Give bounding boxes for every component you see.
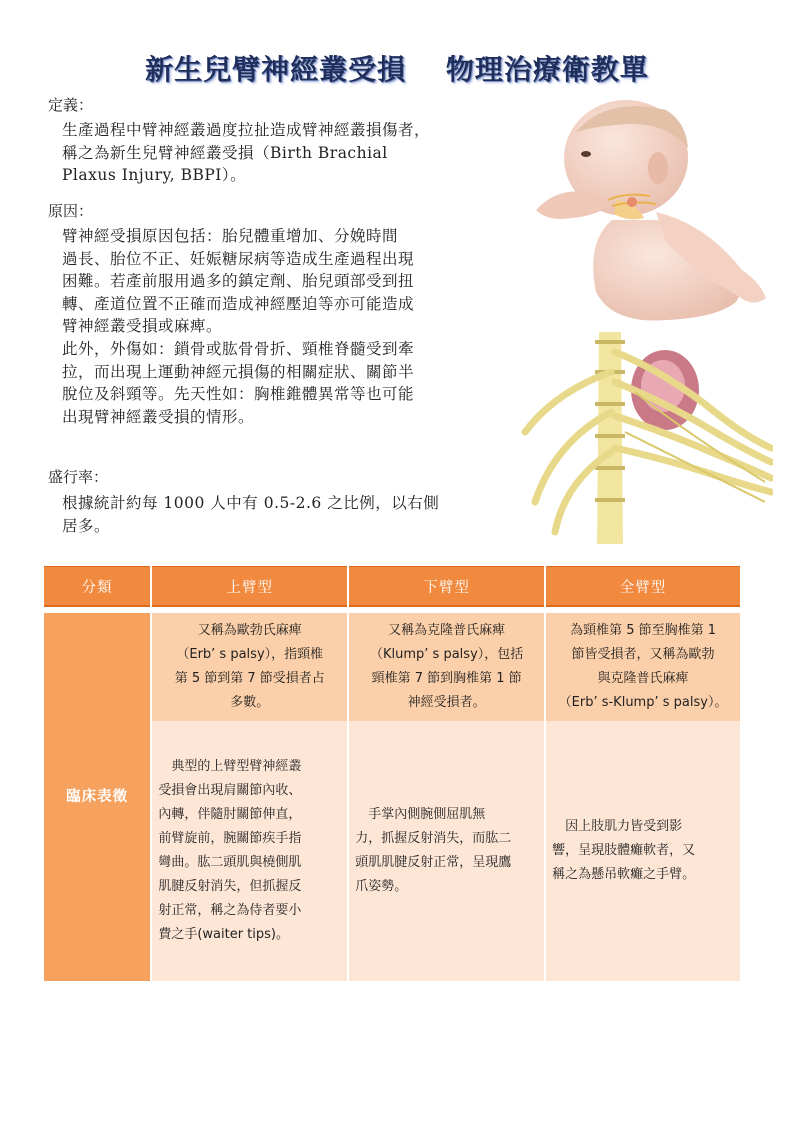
cell-line: 頭肌肌腱反射正常，呈現鷹: [355, 855, 512, 870]
cell-line: 又稱為克隆普氏麻痺: [388, 623, 506, 638]
prevalence-text: [62, 492, 439, 537]
cause-heading: 原因：: [48, 202, 94, 220]
table-cell: [349, 613, 544, 721]
cell-line: 彎曲。肱二頭肌與橈側肌: [158, 855, 302, 870]
cell-line: 響，呈現肢體癱軟者，又: [552, 843, 696, 858]
table-cell: [152, 613, 347, 721]
cell-line: 多數。: [230, 695, 270, 710]
text-line: 生產過程中臂神經叢過度拉扯造成臂神經叢損傷者，: [62, 121, 431, 139]
cell-line: 又稱為歐勃氏麻痺: [197, 623, 302, 638]
cell-line: 費之手(waiter tips)。: [158, 927, 289, 942]
table-row: [44, 613, 740, 721]
table-cell: [152, 721, 347, 981]
text-line: 根據統計約每 1000 人中有 0.5-2.6 之比例，以右側: [62, 494, 440, 512]
cell-line: 手掌內側腕側屈肌無: [355, 807, 486, 822]
cell-line: 內轉，伴隨肘關節伸直，: [158, 807, 302, 822]
definition-text: [62, 119, 430, 187]
table-cell: [546, 721, 740, 981]
text-line: 臂神經受損原因包括：胎兒體重增加、分娩時間: [62, 227, 399, 245]
cell-line: 第 5 節到第 7 節受損者占: [174, 671, 325, 686]
row-label: 臨床表徵: [44, 613, 150, 981]
table-cell: [546, 613, 740, 721]
prevalence-heading: 盛行率：: [48, 468, 109, 486]
table-cell: [349, 721, 544, 981]
cell-line: 射正常，稱之為侍者要小: [158, 903, 302, 918]
table-header-row: [44, 566, 740, 607]
text-line: 出現臂神經叢受損的情形。: [62, 407, 255, 426]
table-header: 上臂型: [152, 566, 347, 607]
cell-line: 稱之為懸吊軟癱之手臂。: [552, 867, 696, 882]
cell-line: 因上肢肌力皆受到影: [552, 819, 683, 834]
cell-line: 前臂旋前，腕關節疾手指: [158, 831, 302, 846]
cell-line: 爪姿勢。: [355, 879, 408, 894]
baby-illustration: [516, 92, 772, 324]
cell-line: 典型的上臂型臂神經叢: [158, 759, 302, 774]
text-line: 此外，外傷如：鎖骨或肱骨骨折、頸椎脊髓受到牽: [62, 339, 415, 358]
cause-text: [62, 225, 414, 428]
cell-line: 力，抓握反射消失，而肱二: [355, 831, 512, 846]
cell-line: （Klump’ s palsy），包括: [370, 647, 524, 662]
cell-line: 節皆受損者，又稱為歐勃: [571, 647, 715, 662]
page-title: 新生兒臂神經叢受損 物理治療衛教單: [145, 53, 649, 86]
text-line: 稱之為新生兒臂神經叢受損（Birth Brachial: [62, 143, 388, 162]
text-line: 困難。若產前服用過多的鎮定劑、胎兒頭部受到扭: [62, 272, 415, 291]
cell-line: （Erb’ s palsy），指頸椎: [176, 647, 324, 662]
cell-line: 為頸椎第 5 節至胸椎第 1: [570, 623, 717, 638]
cell-line: 頸椎第 7 節到胸椎第 1 節: [371, 671, 522, 686]
text-line: 拉，而出現上運動神經元損傷的相關症狀、關節半: [62, 362, 415, 381]
brachial-plexus-anatomy-illustration: [515, 332, 773, 544]
text-line: 轉、產道位置不正確而造成神經壓迫等亦可能造成: [62, 294, 415, 313]
definition-heading: 定義：: [48, 96, 94, 114]
text-line: 居多。: [62, 516, 111, 535]
text-line: 臂神經叢受損或麻痺。: [62, 317, 223, 336]
cell-line: 與克隆普氏麻痺: [597, 671, 689, 686]
table-header: 下臂型: [349, 566, 544, 607]
cell-line: （Erb’ s-Klump’ s palsy）。: [558, 695, 728, 710]
text-line: 脫位及斜頸等。先天性如：胸椎錐體異常等也可能: [62, 385, 415, 404]
cell-line: 神經受損者。: [407, 695, 486, 710]
cell-line: 受損會出現肩關節內收、: [158, 783, 302, 798]
text-line: 過長、胎位不正、妊娠糖尿病等造成生產過程出現: [62, 249, 415, 268]
clinical-types-table: [42, 566, 742, 981]
text-line: Plaxus Injury, BBPI）。: [62, 166, 247, 185]
table-header: 全臂型: [546, 566, 740, 607]
table-header: 分類: [44, 566, 150, 607]
cell-line: 肌腱反射消失，但抓握反: [158, 879, 302, 894]
